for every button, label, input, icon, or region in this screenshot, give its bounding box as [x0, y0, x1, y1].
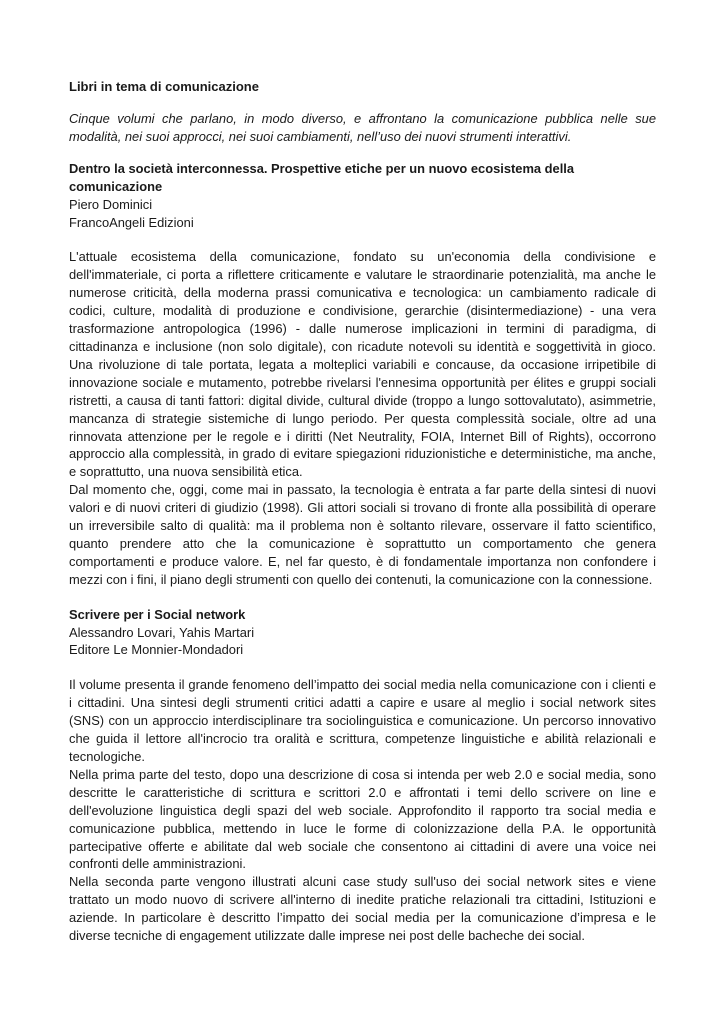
book-author: Alessandro Lovari, Yahis Martari — [69, 624, 255, 640]
book-description-1 — [69, 248, 656, 588]
book-description-2 — [69, 676, 656, 945]
book-header-2 — [69, 606, 656, 660]
document-page — [69, 78, 656, 962]
book-paragraph: Il volume presenta il grande fenomeno dell’impatto dei social media nella comunicazione con i clienti e i cittadini. Una sintesi degli strumenti critici adatti a capire e usare al meglio i social network sites (SNS) con un approccio interdisciplinare tra sociolinguistica e comunicazione. Un percorso innovativo che guida il lettore all'incrocio tra oralità e scrittura, competenze linguistiche e abilità relazionali e tecnologiche. — [69, 677, 656, 764]
book-title: Dentro la società interconnessa. Prospettive etiche per un nuovo ecosistema della comunicazione — [69, 160, 575, 194]
book-paragraph: L'attuale ecosistema della comunicazione, fondato su un'economia della condivisione e dell'immateriale, ci porta a riflettere criticamente e valutare le straordinarie potenzialità, ma anche le numerose criticità, della moderna prassi comunicativa e tecnologica: un cambiamento radicale di codici, culture, modalità di produzione e condivisione, gerarchie (disintermediazione) - una vera trasformazione antropologica (1996) - dalle numerose implicazioni in termini di paradigma, di cittadinanza e inclusione (non solo digitale), con ricadute notevoli su identità e soggettività in gioco. Una rivoluzione di tale portata, legata a molteplici variabili e concause, da occasione irripetibile di innovazione sociale e mutamento, potrebbe rivelarsi l'ennesima opportunità per élites e gruppi sociali ristretti, a causa di tanti fattori: digital divide, cultural divide (troppo a lungo sottovalutato), asimmetrie, mancanza di strategie sistemiche di lungo periodo. Per questa complessità sociale, oltre ad una rinnovata attenzione per le regole e i diritti (Net Neutrality, FOIA, Internet Bill of Rights), occorrono approccio alla complessità, in grado di evitare spiegazioni riduzionistiche e deterministiche, ma anche, e soprattutto, una nuova sensibilità etica. — [69, 249, 656, 480]
book-publisher: Editore Le Monnier-Mondadori — [69, 642, 244, 658]
book-paragraph: Nella seconda parte vengono illustrati alcuni case study sull'uso dei social network sites e viene trattato un modo nuovo di scrivere all'interno di inedite pratiche relazionali tra cittadini, Istituzioni e aziende. In particolare è descritto l’impatto dei social media per la comunicazione d’impresa e le diverse tecniche di engagement utilizzate dalle imprese nei post delle bacheche dei social. — [69, 874, 656, 944]
book-header-1 — [69, 160, 656, 232]
book-paragraph: Nella prima parte del testo, dopo una descrizione di cosa si intenda per web 2.0 e social media, sono descritte le caratteristiche di scrittura e scrittori 2.0 e affrontati i temi dello scrivere on line e dell'evoluzione linguistica degli spazi del web sociale. Approfondito il rapporto tra social media e comunicazione pubblica, mettendo in luce le forme di colonizzazione della P.A. le opportunità partecipative offerte e abilitate dal web sociale che consentono ai cittadini di avere una voice nei confronti delle amministrazioni. — [69, 766, 656, 872]
book-publisher: FrancoAngeli Edizioni — [69, 214, 194, 230]
book-author: Piero Dominici — [69, 196, 153, 212]
document-intro: Cinque volumi che parlano, in modo diverso, e affrontano la comunicazione pubblica nelle sue modalità, nei suoi approcci, nei suoi cambiamenti, nell’uso dei nuovi strumenti interattivi. — [69, 111, 656, 144]
document-title: Libri in tema di comunicazione — [69, 79, 259, 94]
book-title: Scrivere per i Social network — [69, 606, 246, 622]
book-paragraph: Dal momento che, oggi, come mai in passato, la tecnologia è entrata a far parte della sintesi di nuovi valori e di nuovi criteri di giudizio (1998). Gli attori sociali si trovano di fronte alla possibilità di operare un irreversibile salto di qualità: ma il problema non è soltanto rilevare, osservare il fatto scientifico, quanto prendere atto che la comunicazione è soprattutto un comportamento che genera comportamenti e produce valore. E, nel far questo, è di fondamentale importanza non confondere i mezzi con i fini, il piano degli strumenti con quello dei contenuti, la comunicazione con la connessione. — [69, 482, 656, 587]
